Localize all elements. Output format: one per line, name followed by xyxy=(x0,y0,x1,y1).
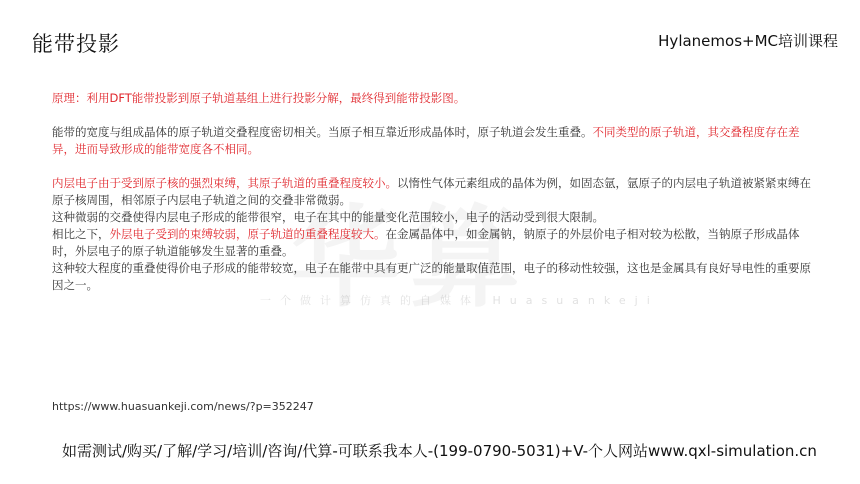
paragraph-text: 相比之下， xyxy=(52,227,110,241)
principle-line: 原理：利用DFT能带投影到原子轨道基组上进行投影分解，最终得到能带投影图。 xyxy=(52,91,466,105)
paragraph-text: 能带的宽度与组成晶体的原子轨道交叠程度密切相关。当原子相互靠近形成晶体时，原子轨道会发生重叠。 xyxy=(52,125,593,139)
source-url: https://www.huasuankeji.com/news/?p=352247 xyxy=(52,400,314,413)
contact-footer: 如需测试/购买/了解/学习/培训/咨询/代算-可联系我本人-(199-0790-5031)+V-个人网站www.qxl-simulation.cn xyxy=(62,442,817,460)
paragraph-text: 以惰性气体元素组成的晶体为例，如固态氩，氩原子的内层电子轨道被紧紧束缚在原子核周围，相邻原子内层电子轨道之间的交叠非常微弱。 xyxy=(52,176,811,207)
highlight-text: 内层电子由于受到原子核的强烈束缚，其原子轨道的重叠程度较小。 xyxy=(52,176,397,190)
paragraph-band-width xyxy=(52,124,822,158)
paragraph-text: 在金属晶体中，如金属钠，钠原子的外层价电子相对较为松散，当钠原子形成晶体时，外层电子的原子轨道能够发生显著的重叠。 xyxy=(52,227,800,258)
course-brand: Hylanemos+MC培训课程 xyxy=(658,32,838,50)
paragraph-inner-electrons xyxy=(52,175,822,209)
slide-body xyxy=(52,90,822,294)
watermark-tagline: 一个做计算仿真的自媒体 Huasuankeji xyxy=(260,294,659,307)
paragraph-wide-band: 这种较大程度的重叠使得价电子形成的能带较宽，电子在能带中具有更广泛的能量取值范围，电子的移动性较强，这也是金属具有良好导电性的重要原因之一。 xyxy=(52,261,811,292)
highlight-text: 不同类型的原子轨道，其交叠程度存在差异，进而导致形成的能带宽度各不相同。 xyxy=(52,125,800,156)
slide-title: 能带投影 xyxy=(32,32,120,56)
paragraph-outer-electrons xyxy=(52,226,822,260)
paragraph-narrow-band: 这种微弱的交叠使得内层电子形成的能带很窄，电子在其中的能量变化范围较小，电子的活动受到很大限制。 xyxy=(52,210,604,224)
highlight-text: 外层电子受到的束缚较弱，原子轨道的重叠程度较大。 xyxy=(109,227,386,241)
